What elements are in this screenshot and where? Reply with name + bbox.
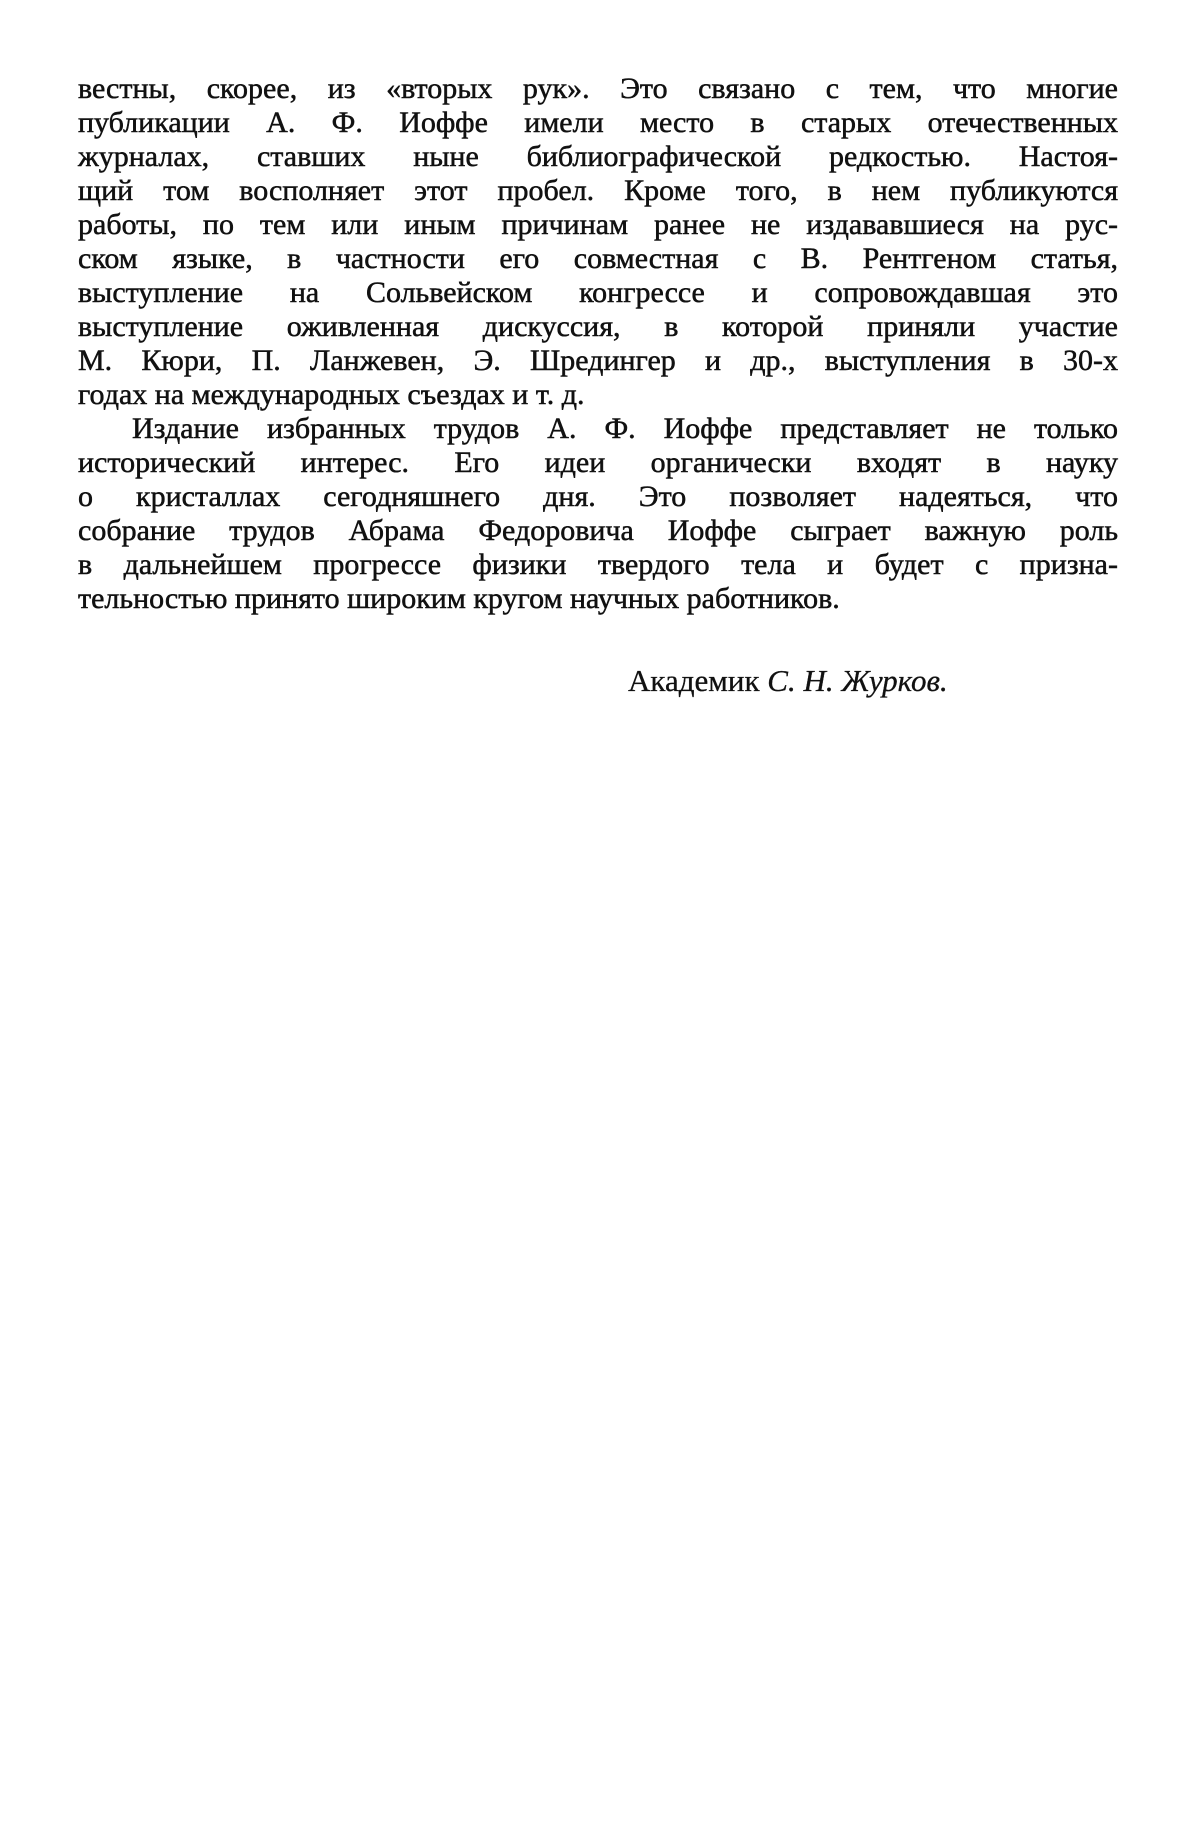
paragraph-2	[78, 412, 1118, 616]
paragraph-1	[78, 72, 1118, 412]
text-line: собрание трудов Абрама Федоровича Иоффе сыграет важную роль	[78, 514, 1118, 547]
text-line: вестны, скорее, из «вторых рук». Это связано с тем, что многие	[78, 72, 1118, 105]
text-line: исторический интерес. Его идеи органически входят в науку	[78, 446, 1118, 479]
body-text	[78, 72, 1118, 616]
text-line: годах на международных съездах и т. д.	[78, 378, 585, 411]
text-line: М. Кюри, П. Ланжевен, Э. Шредингер и др., выступления в 30-х	[78, 344, 1118, 377]
text-line: работы, по тем или иным причинам ранее не издававшиеся на рус-	[78, 208, 1118, 241]
text-line: журналах, ставших ныне библиографической редкостью. Настоя-	[78, 140, 1118, 173]
text-line: о кристаллах сегодняшнего дня. Это позволяет надеяться, что	[78, 480, 1118, 513]
signature-title: Академик	[628, 663, 760, 698]
text-line: щий том восполняет этот пробел. Кроме того, в нем публикуются	[78, 174, 1118, 207]
text-line: тельностью принято широким кругом научных работников.	[78, 582, 840, 615]
text-line: выступление оживленная дискуссия, в которой приняли участие	[78, 310, 1118, 343]
text-line: публикации А. Ф. Иоффе имели место в старых отечественных	[78, 106, 1118, 139]
text-line: ском языке, в частности его совместная с В. Рентгеном статья,	[78, 242, 1118, 275]
text-line: выступление на Сольвейском конгрессе и сопровождавшая это	[78, 276, 1118, 309]
signature	[628, 663, 948, 699]
text-line: в дальнейшем прогрессе физики твердого тела и будет с призна-	[78, 548, 1118, 581]
signature-name: С. Н. Журков.	[767, 663, 948, 698]
text-line: Издание избранных трудов А. Ф. Иоффе представляет не только	[132, 412, 1118, 445]
